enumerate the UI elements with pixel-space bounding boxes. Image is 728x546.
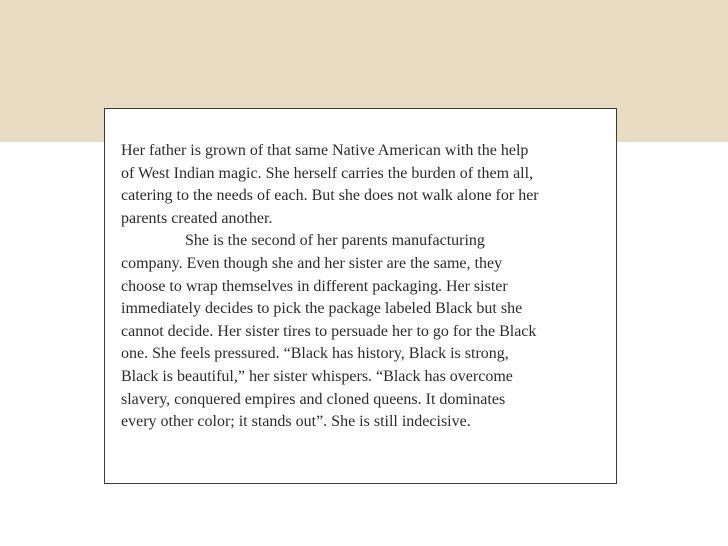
paragraph-2: She is the second of her parents manufacturing company. Even though she and her sister are the same, they choose to wrap themselves in different packaging. Her sister immediately decides to pick the package labeled Black but she cannot decide. Her sister tires to persuade her to go for the Black one. She feels pressured. “Black has history, Black is strong, Black is beautiful,” her sister whispers. “Black has overcome slavery, conquered empires and cloned queens. It dominates every other color; it stands out”. She is still indecisive. (121, 232, 537, 431)
text-box (104, 108, 617, 484)
paragraph-1: Her father is grown of that same Native American with the help of West Indian magic. She herself carries the burden of them all, catering to the needs of each. But she does not walk alone for her parents created another. (121, 142, 539, 227)
